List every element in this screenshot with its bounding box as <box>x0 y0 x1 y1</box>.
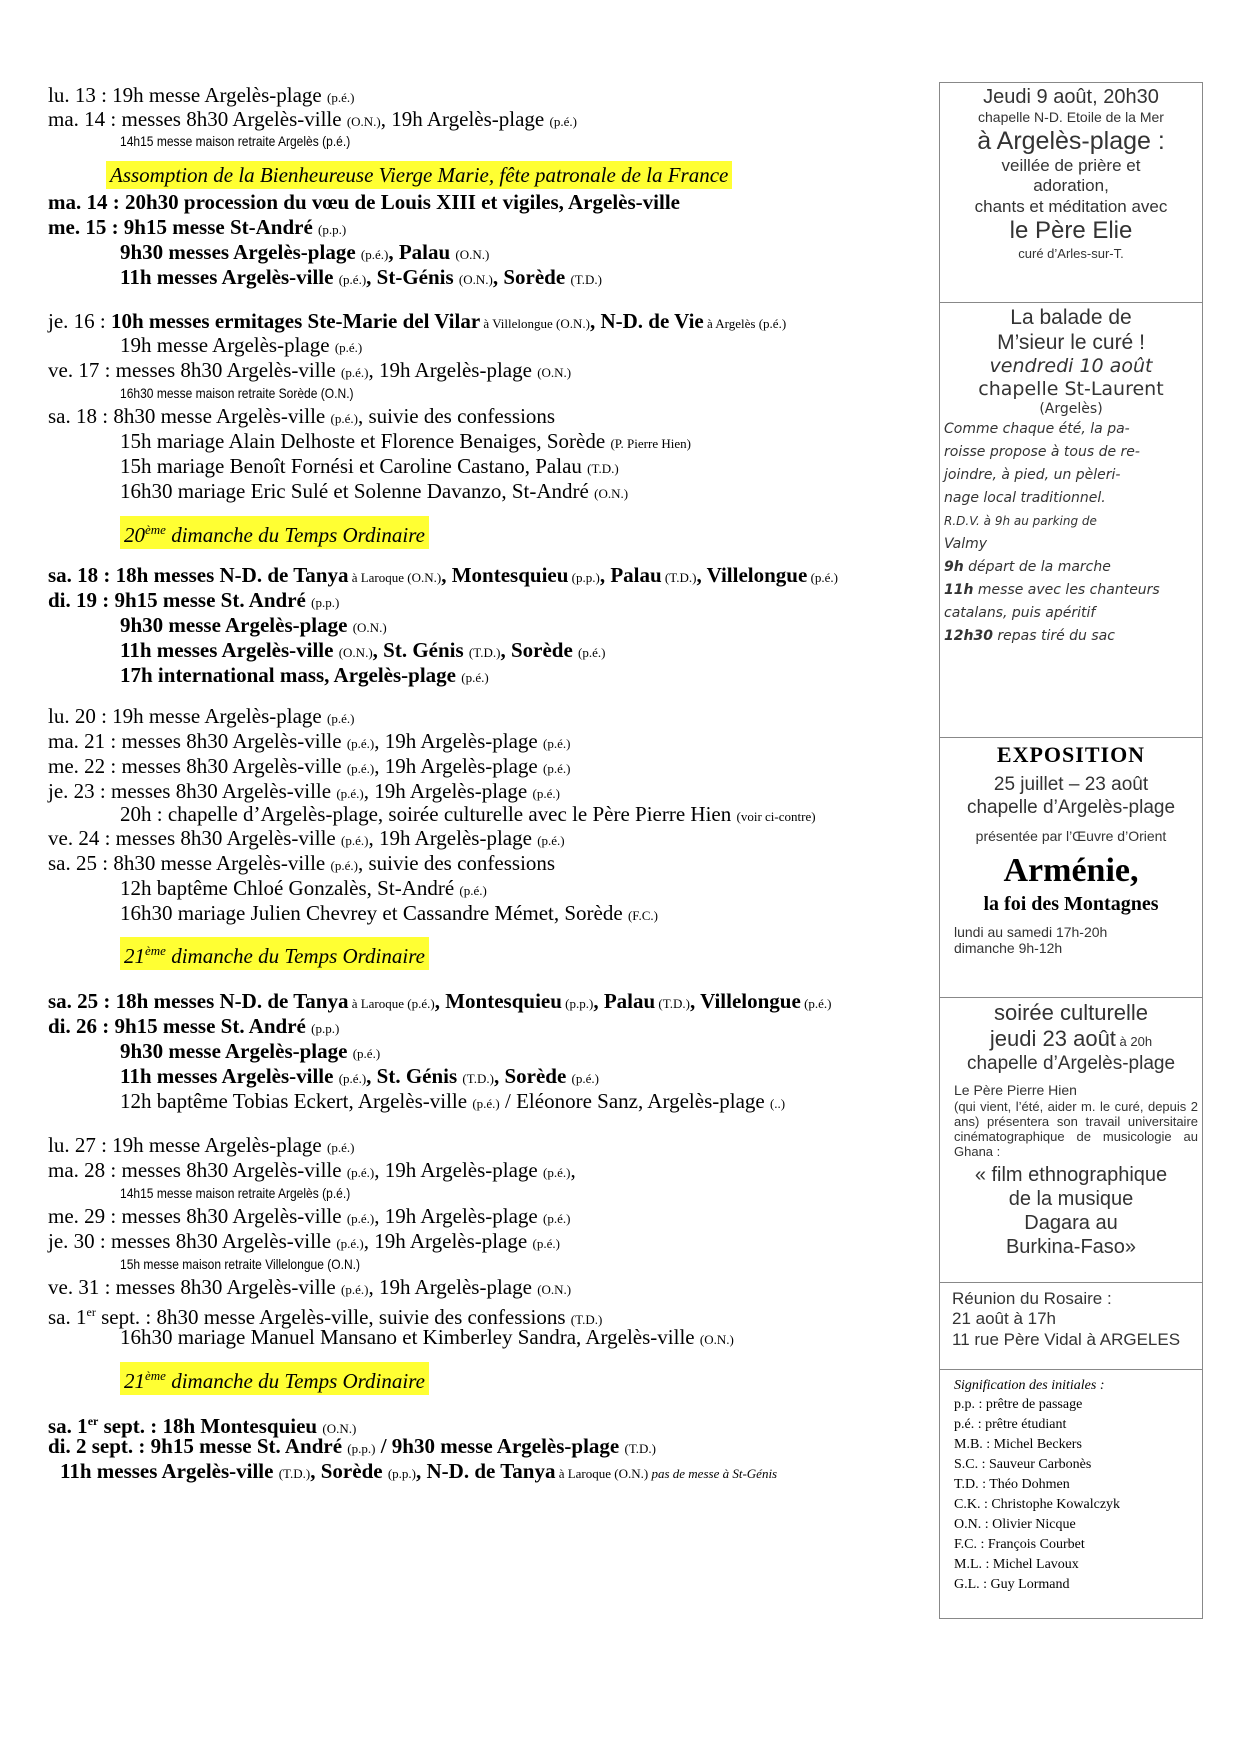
section-heading: 21ème dimanche du Temps Ordinaire <box>120 1362 429 1395</box>
schedule-line: 9h30 messe Argelès-plage (p.é.) <box>120 1039 381 1063</box>
schedule-line: me. 29 : messes 8h30 Argelès-ville (p.é.), 19h Argelès-plage (p.é.) <box>48 1204 571 1228</box>
schedule-line: je. 30 : messes 8h30 Argelès-ville (p.é.), 19h Argelès-plage (p.é.) <box>48 1229 560 1253</box>
schedule-line: sa. 1er sept. : 8h30 messe Argelès-ville, suivie des confessions (T.D.) <box>48 1305 603 1329</box>
vigil-place: chapelle N-D. Etoile de la Mer <box>978 109 1164 125</box>
walk-box <box>940 303 1202 738</box>
vigil-town: à Argelès-plage : <box>977 126 1165 155</box>
film-title: de la musique <box>1008 1187 1134 1210</box>
legend-item: p.p. : prêtre de passage <box>954 1397 1083 1412</box>
schedule-line: lu. 20 : 19h messe Argelès-plage (p.é.) <box>48 704 355 728</box>
exhibition-dates: 25 juillet – 23 août <box>993 774 1149 796</box>
walk-date: vendredi 10 août <box>989 355 1153 378</box>
exhibition-title: Arménie, <box>1003 851 1139 889</box>
schedule-line: ve. 31 : messes 8h30 Argelès-ville (p.é.), 19h Argelès-plage (O.N.) <box>48 1275 572 1299</box>
cultural-evening-box <box>940 998 1202 1283</box>
schedule-line: 16h30 mariage Manuel Mansano et Kimberley Sandra, Argelès-ville (O.N.) <box>120 1325 734 1349</box>
walk-place: chapelle St-Laurent <box>978 378 1164 401</box>
schedule-line: lu. 13 : 19h messe Argelès-plage (p.é.) <box>48 83 355 107</box>
walk-town: (Argelès) <box>1039 400 1103 417</box>
evening-place: chapelle d’Argelès-plage <box>966 1052 1176 1074</box>
vigil-text: chants et méditation avec <box>974 196 1168 216</box>
schedule-line: 16h30 mariage Julien Chevrey et Cassandre Mémet, Sorède (F.C.) <box>120 901 658 925</box>
legend-title: Signification des initiales : <box>954 1378 1105 1393</box>
initials-legend <box>940 1370 1202 1618</box>
exhibition-box <box>940 738 1202 998</box>
schedule-line: 11h messes Argelès-ville (T.D.), Sorède (p.p.), N-D. de Tanya à Laroque (O.N.) pas de messe à St-Génis <box>60 1459 778 1483</box>
legend-item: O.N. : Olivier Nicque <box>954 1517 1076 1532</box>
schedule-line: 11h messes Argelès-ville (p.é.), St-Génis (O.N.), Sorède (T.D.) <box>120 265 602 289</box>
schedule-line: ve. 24 : messes 8h30 Argelès-ville (p.é.), 19h Argelès-plage (p.é.) <box>48 826 565 850</box>
legend-item: p.é. : prêtre étudiant <box>954 1417 1067 1432</box>
schedule-line: 15h messe maison retraite Villelongue (O.N.) <box>120 1256 361 1272</box>
schedule-line: je. 16 : 10h messes ermitages Ste-Marie del Vilar à Villelongue (O.N.), N-D. de Vie à Argelès (p.é.) <box>48 309 787 333</box>
vigil-date: Jeudi 9 août, 20h30 <box>983 86 1159 108</box>
evening-description: Le Père Pierre Hien (qui vient, l’été, aider m. le curé, depuis 2 ans) présentera son travail universitaire cinématographique de musicologie au Ghana : <box>954 1081 1198 1159</box>
schedule-line: 9h30 messe Argelès-plage (O.N.) <box>120 613 387 637</box>
schedule-line: ma. 14 : 20h30 procession du vœu de Louis XIII et vigiles, Argelès-ville <box>48 190 680 214</box>
schedule-line: ma. 14 : messes 8h30 Argelès-ville (O.N.), 19h Argelès-plage (p.é.) <box>48 107 577 131</box>
exhibition-heading: EXPOSITION <box>996 742 1146 767</box>
rosary-date: 21 août à 17h <box>952 1309 1056 1329</box>
legend-item: M.L. : Michel Lavoux <box>954 1557 1079 1572</box>
schedule-line: lu. 27 : 19h messe Argelès-plage (p.é.) <box>48 1133 355 1157</box>
vigil-priest: le Père Elie <box>1009 216 1133 244</box>
vigil-text: veillée de prière et <box>1001 155 1141 175</box>
film-title: Dagara au <box>1024 1211 1118 1234</box>
exhibition-subtitle: la foi des Montagnes <box>983 892 1159 915</box>
schedule-line: 12h baptême Chloé Gonzalès, St-André (p.é.) <box>120 876 487 900</box>
walk-description: Comme chaque été, la pa- roisse propose à tous de re- joindre, à pied, un pèleri- nage local traditionnel. R.D.V. à 9h au parking de Valmy 9h départ de la marche 11h messe avec les chanteurs catalans, puis apéritif 12h30 repas tiré du sac <box>944 420 1160 644</box>
schedule-line: 12h baptême Tobias Eckert, Argelès-ville (p.é.) / Eléonore Sanz, Argelès-plage (..) <box>120 1089 786 1113</box>
vigil-text: adoration, <box>1033 176 1109 196</box>
rosary-address: 11 rue Père Vidal à ARGELES <box>952 1329 1181 1349</box>
schedule-line: me. 15 : 9h15 messe St-André (p.p.) <box>48 215 347 239</box>
schedule-line: 15h mariage Benoît Fornési et Caroline Castano, Palau (T.D.) <box>120 454 619 478</box>
rosary-box <box>940 1283 1202 1370</box>
schedule-line: 14h15 messe maison retraite Argelès (p.é.) <box>120 1185 351 1201</box>
vigil-box <box>940 83 1202 303</box>
schedule-line: sa. 25 : 18h messes N-D. de Tanya à Laroque (p.é.), Montesquieu (p.p.), Palau (T.D.), Villelongue (p.é.) <box>48 989 832 1013</box>
legend-item: M.B. : Michel Beckers <box>954 1437 1082 1452</box>
walk-title: La balade de <box>1010 306 1132 329</box>
exhibition-organizer: présentée par l’Œuvre d’Orient <box>975 827 1167 844</box>
schedule-line: sa. 18 : 18h messes N-D. de Tanya à Laroque (O.N.), Montesquieu (p.p.), Palau (T.D.), Villelongue (p.é.) <box>48 563 838 587</box>
schedule-line: 20h : chapelle d’Argelès-plage, soirée culturelle avec le Père Pierre Hien (voir ci-contre) <box>120 802 816 826</box>
sidebar <box>939 82 1203 1619</box>
schedule-line: 19h messe Argelès-plage (p.é.) <box>120 333 363 357</box>
section-heading: Assomption de la Bienheureuse Vierge Marie, fête patronale de la France <box>106 161 732 189</box>
section-heading: 21ème dimanche du Temps Ordinaire <box>120 937 429 970</box>
legend-item: T.D. : Théo Dohmen <box>954 1477 1070 1492</box>
schedule-line: di. 19 : 9h15 messe St. André (p.p.) <box>48 588 340 612</box>
schedule-line: 11h messes Argelès-ville (O.N.), St. Génis (T.D.), Sorède (p.é.) <box>120 638 606 662</box>
schedule-line: di. 2 sept. : 9h15 messe St. André (p.p.) / 9h30 messe Argelès-plage (T.D.) <box>48 1434 657 1458</box>
exhibition-place: chapelle d’Argelès-plage <box>966 797 1176 819</box>
legend-item: F.C. : François Courbet <box>954 1537 1085 1552</box>
schedule-line: me. 22 : messes 8h30 Argelès-ville (p.é.), 19h Argelès-plage (p.é.) <box>48 754 571 778</box>
vigil-priest-role: curé d’Arles-sur-T. <box>1018 245 1124 261</box>
schedule-line: 11h messes Argelès-ville (p.é.), St. Génis (T.D.), Sorède (p.é.) <box>120 1064 599 1088</box>
legend-item: S.C. : Sauveur Carbonès <box>954 1457 1092 1472</box>
schedule-line: ma. 21 : messes 8h30 Argelès-ville (p.é.), 19h Argelès-plage (p.é.) <box>48 729 571 753</box>
schedule-line: 15h mariage Alain Delhoste et Florence Benaiges, Sorède (P. Pierre Hien) <box>120 429 691 453</box>
schedule-line: di. 26 : 9h15 messe St. André (p.p.) <box>48 1014 340 1038</box>
schedule-line: 14h15 messe maison retraite Argelès (p.é.) <box>120 133 351 149</box>
walk-title: M’sieur le curé ! <box>997 331 1145 355</box>
film-title: Burkina-Faso» <box>1005 1235 1137 1258</box>
exhibition-hours: lundi au samedi 17h-20h dimanche 9h-12h <box>954 923 1108 957</box>
schedule-line: ve. 17 : messes 8h30 Argelès-ville (p.é.), 19h Argelès-plage (O.N.) <box>48 358 572 382</box>
schedule-line: sa. 18 : 8h30 messe Argelès-ville (p.é.), suivie des confessions <box>48 404 556 428</box>
legend-item: G.L. : Guy Lormand <box>954 1577 1070 1592</box>
schedule-line: ma. 28 : messes 8h30 Argelès-ville (p.é.), 19h Argelès-plage (p.é.), <box>48 1158 576 1182</box>
schedule-line: 17h international mass, Argelès-plage (p.é.) <box>120 663 489 687</box>
section-heading: 20ème dimanche du Temps Ordinaire <box>120 516 429 549</box>
film-title: « film ethnographique <box>974 1163 1168 1186</box>
schedule-line: sa. 25 : 8h30 messe Argelès-ville (p.é.), suivie des confessions <box>48 851 556 875</box>
schedule-line: 9h30 messes Argelès-plage (p.é.), Palau (O.N.) <box>120 240 490 264</box>
schedule-line: 16h30 mariage Eric Sulé et Solenne Davanzo, St-André (O.N.) <box>120 479 629 503</box>
evening-title: soirée culturelle <box>993 1000 1149 1025</box>
legend-item: C.K. : Christophe Kowalczyk <box>954 1497 1121 1512</box>
schedule-line: sa. 1er sept. : 18h Montesquieu (O.N.) <box>48 1414 357 1438</box>
schedule-line: je. 23 : messes 8h30 Argelès-ville (p.é.), 19h Argelès-plage (p.é.) <box>48 779 560 803</box>
schedule-line: 16h30 messe maison retraite Sorède (O.N.) <box>120 385 354 401</box>
rosary-title: Réunion du Rosaire : <box>952 1289 1112 1308</box>
evening-date: jeudi 23 août à 20h <box>989 1026 1153 1052</box>
